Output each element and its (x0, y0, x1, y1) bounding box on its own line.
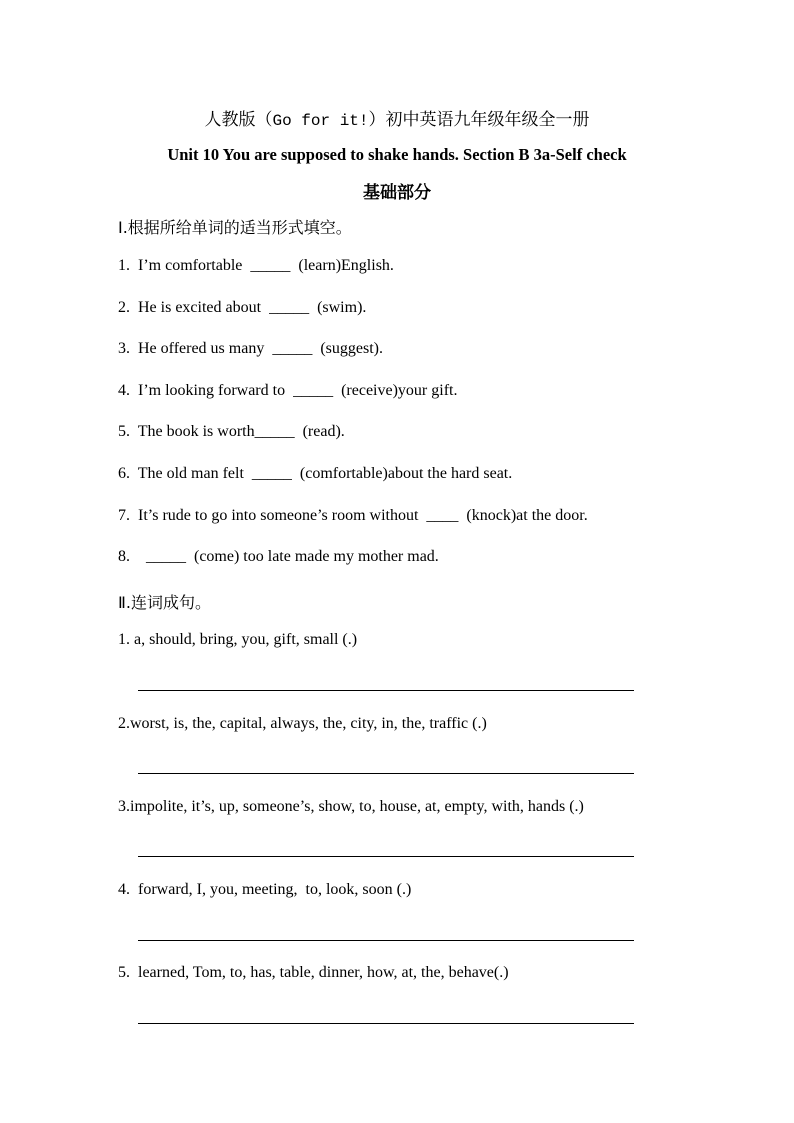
fill-blank-item-2: 2. He is excited about _____ (swim). (118, 299, 367, 316)
fill-blank-item-3: 3. He offered us many _____ (suggest). (118, 340, 383, 357)
section2-heading: Ⅱ.连词成句。 (118, 593, 211, 612)
sentence-item-2: 2.worst, is, the, capital, always, the, city, in, the, traffic (.) (118, 715, 487, 732)
sentence-item-5: 5. learned, Tom, to, has, table, dinner, how, at, the, behave(.) (118, 964, 509, 981)
title-prefix: 人教版（ (204, 110, 273, 129)
answer-line-4[interactable] (138, 940, 634, 941)
title-series-name: Go for it! (272, 112, 369, 130)
section1-heading: Ⅰ.根据所给单词的适当形式填空。 (118, 218, 352, 237)
unit-subtitle: Unit 10 You are supposed to shake hands. Section B 3a-Self check (167, 145, 627, 164)
sentence-item-1: 1. a, should, bring, you, gift, small (.) (118, 631, 358, 648)
fill-blank-item-1: 1. I’m comfortable _____ (learn)English. (118, 257, 394, 274)
fill-blank-item-7: 7. It’s rude to go into someone’s room without ____ (knock)at the door. (118, 507, 588, 524)
sentence-item-3: 3.impolite, it’s, up, someone’s, show, to, house, at, empty, with, hands (.) (118, 798, 584, 815)
worksheet-title (0, 105, 794, 130)
answer-line-2[interactable] (138, 773, 634, 774)
answer-line-5[interactable] (138, 1023, 634, 1024)
fill-blank-item-6: 6. The old man felt _____ (comfortable)about the hard seat. (118, 465, 513, 482)
answer-line-1[interactable] (138, 690, 634, 691)
fill-blank-item-4: 4. I’m looking forward to _____ (receive)your gift. (118, 382, 458, 399)
title-suffix: ）初中英语九年级年级全一册 (368, 110, 590, 129)
answer-line-3[interactable] (138, 856, 634, 857)
fill-blank-item-8: 8. _____ (come) too late made my mother mad. (118, 548, 439, 565)
sentence-item-4: 4. forward, I, you, meeting, to, look, soon (.) (118, 881, 412, 898)
part-label: 基础部分 (363, 183, 431, 203)
fill-blank-item-5: 5. The book is worth_____ (read). (118, 423, 345, 440)
